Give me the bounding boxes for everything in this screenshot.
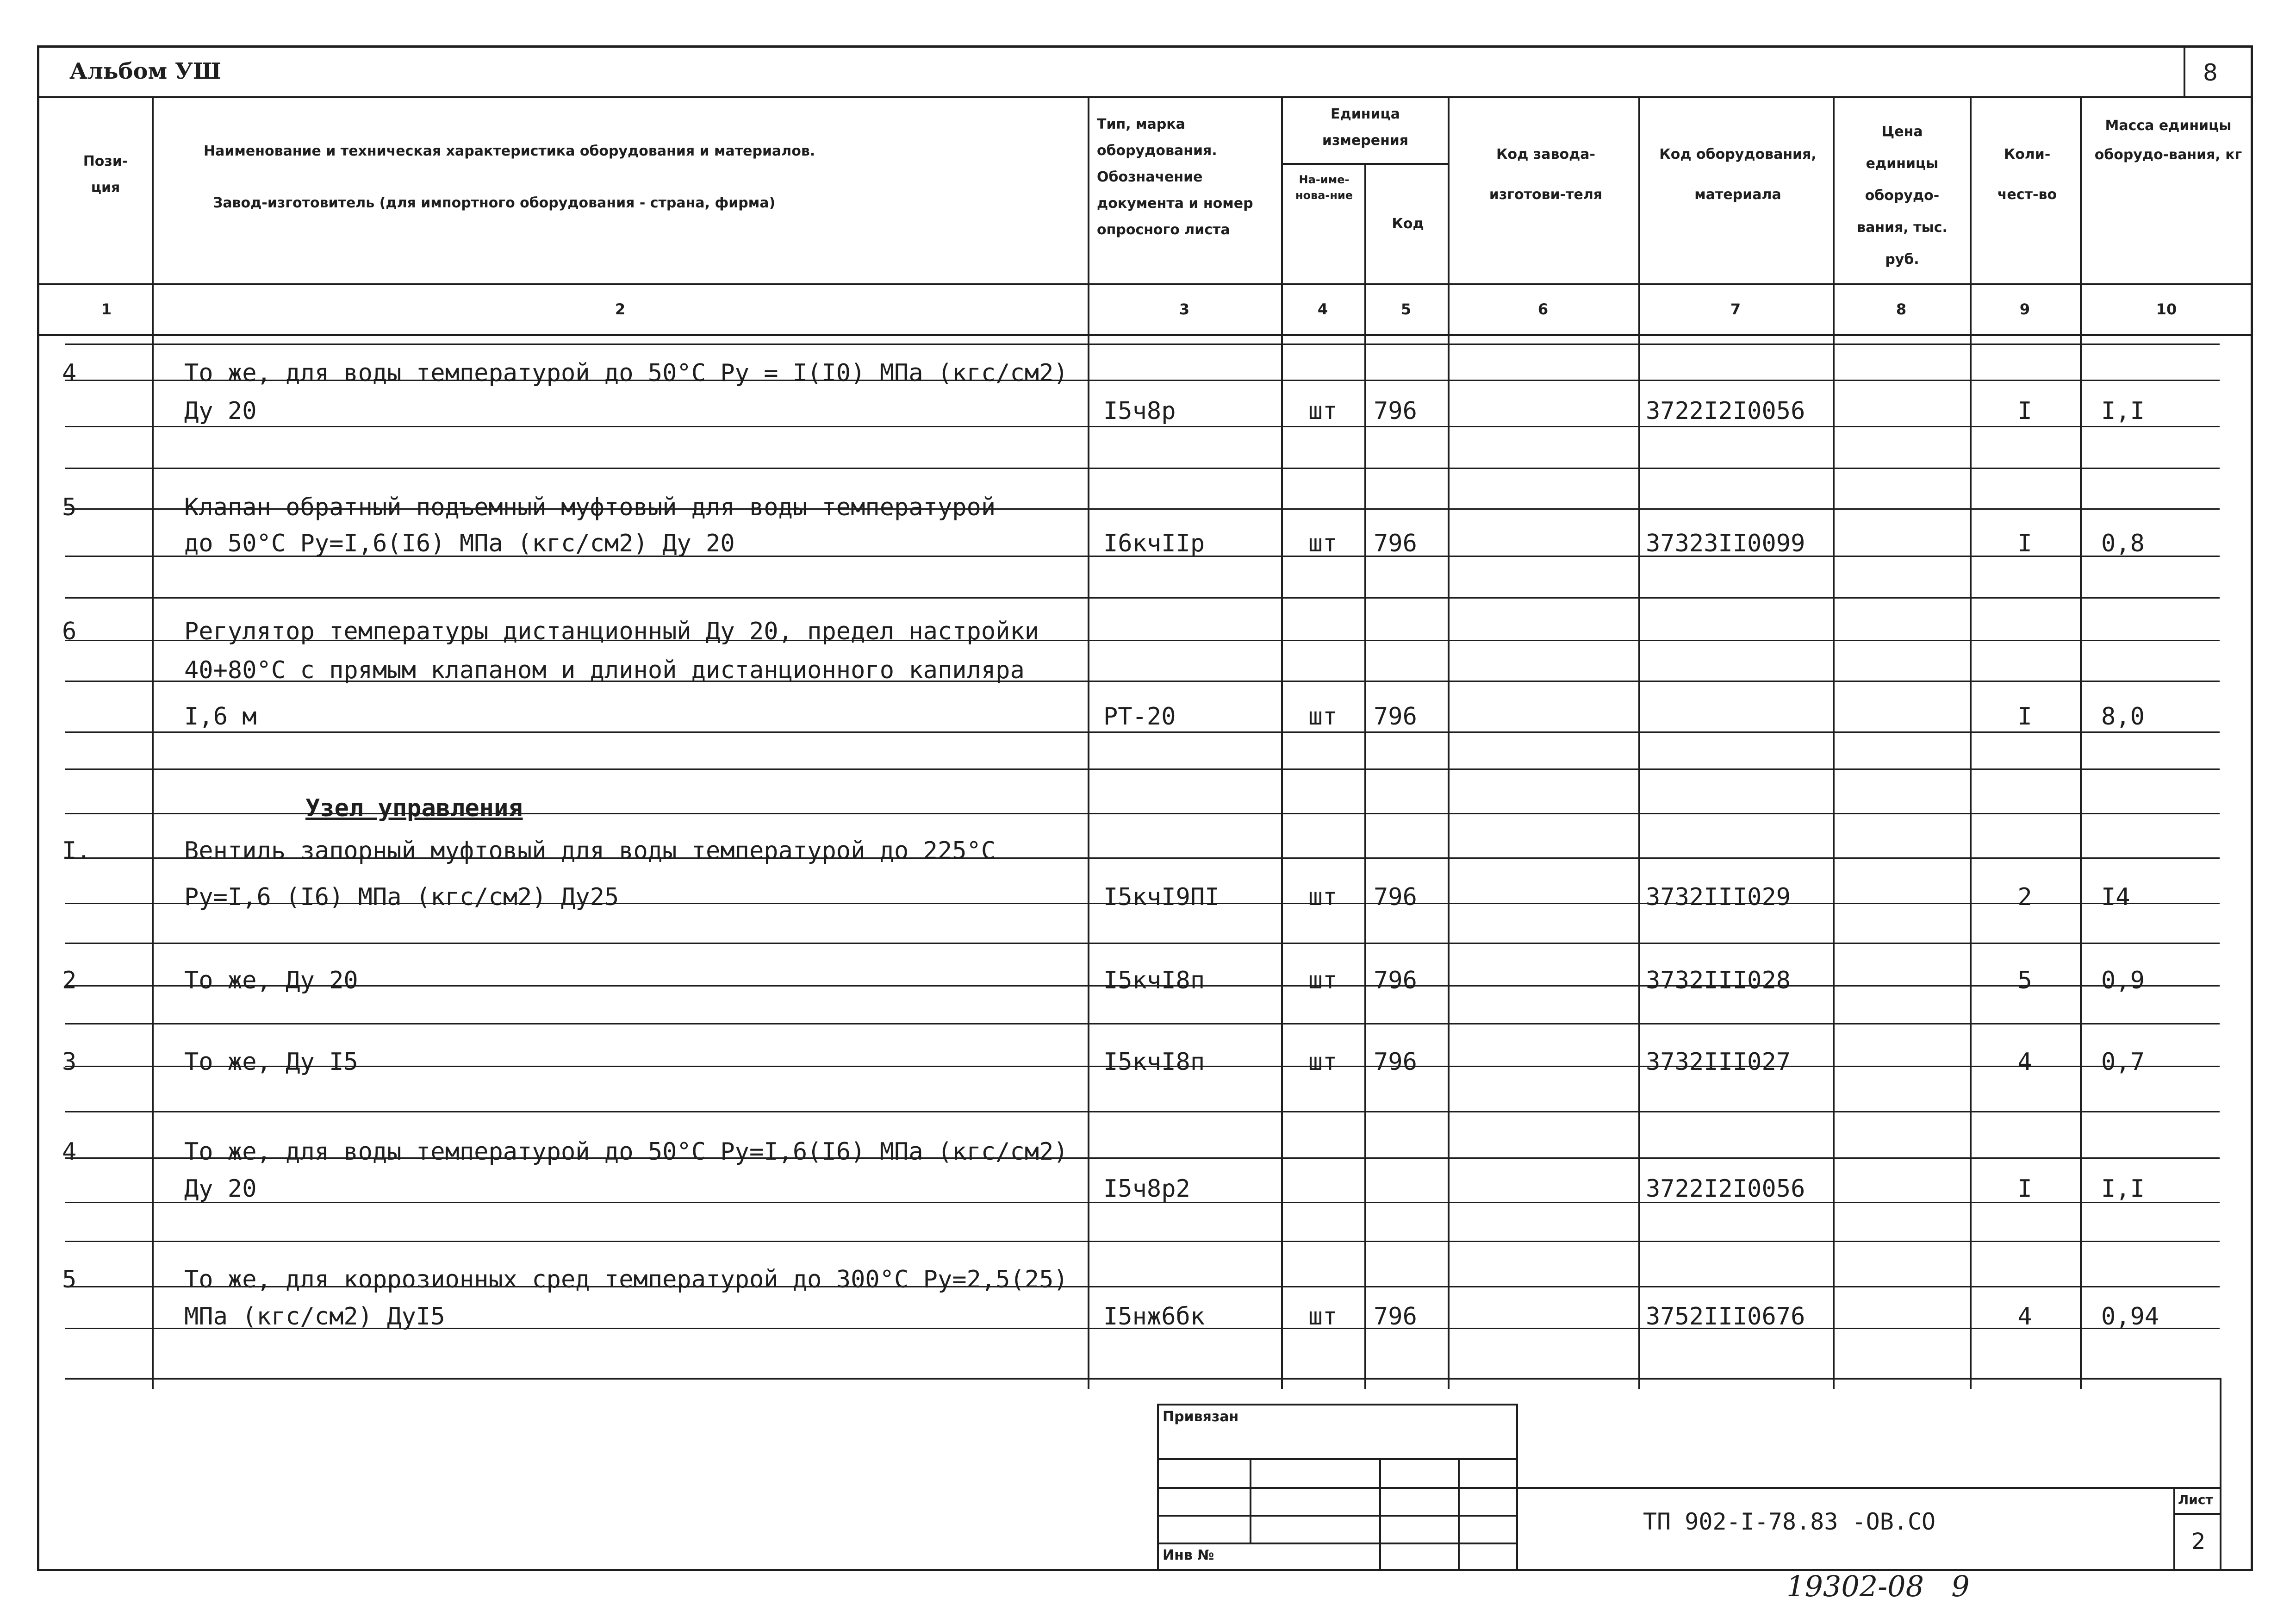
cell-type: I5ч8р: [1103, 397, 1176, 425]
cell-unit: шт: [1308, 1048, 1338, 1076]
cell-unit: шт: [1308, 967, 1338, 994]
cell-unit: шт: [1308, 397, 1338, 425]
cell-name: 40+80°С с прямым клапаном и длиной дистанционного капиляра: [184, 656, 1025, 684]
cell-qty: 4: [2017, 1303, 2032, 1330]
stamp-vline-2: [1379, 1458, 1381, 1571]
stamp-doc-top: [1518, 1487, 2220, 1489]
row-gridline: [65, 1241, 2220, 1242]
header-name-line1: Наименование и техническая характеристика оборудования и материалов.: [204, 143, 815, 159]
colnum-7: 7: [1730, 300, 1741, 318]
cell-mass: 0,7: [2101, 1048, 2145, 1076]
header-name-line2: Завод-изготовитель (для импортного оборудования - страна, фирма): [213, 195, 776, 211]
stamp-line-3: [1157, 1515, 1518, 1517]
cell-ucode: 796: [1374, 883, 1417, 911]
cell-code: 3752III0676: [1646, 1303, 1805, 1330]
cell-qty: I: [2017, 703, 2032, 731]
stamp-list-label: Лист: [2178, 1492, 2213, 1507]
header-unit-code: Код: [1392, 216, 1424, 232]
cell-type: I5ч8р2: [1103, 1175, 1190, 1203]
header-price: Цена единицы оборудо-вания, тыс. руб.: [1857, 124, 1948, 268]
cell-pos: 4: [62, 359, 77, 387]
colnum-1: 1: [101, 300, 112, 318]
colnum-10: 10: [2156, 300, 2177, 318]
row-gridline: [65, 731, 2220, 733]
col-line-7: [1833, 96, 1835, 1389]
header-mass: Масса единицы оборудо-вания, кг: [2094, 118, 2242, 163]
cell-pos: 3: [62, 1048, 77, 1076]
cell-name: Ду 20: [184, 1175, 257, 1203]
cell-code: 3732III029: [1646, 883, 1791, 911]
stamp-privyazan-label: Привязан: [1163, 1409, 1239, 1425]
page-number: 8: [2203, 59, 2218, 86]
header-bottom-line: [37, 283, 2253, 285]
cell-type: I5кчI8п: [1103, 967, 1205, 994]
cell-name: Вентиль запорный муфтовый для воды температурой до 225°С: [184, 837, 996, 865]
row-gridline: [65, 426, 2220, 427]
cell-code: 3732III027: [1646, 1048, 1791, 1076]
header-factory-code: Код завода-изготови-теля: [1489, 146, 1603, 203]
col-line-2: [1088, 96, 1089, 1389]
cell-qty: 2: [2017, 883, 2032, 911]
album-title: Альбом УШ: [69, 58, 221, 84]
row-gridline: [65, 1023, 2220, 1024]
cell-name: Регулятор температуры дистанционный Ду 20, предел настройки: [184, 618, 1039, 645]
col-line-9: [2080, 96, 2082, 1389]
stamp-doc-code: ТП 902-I-78.83 -ОВ.СО: [1643, 1508, 1936, 1535]
cell-qty: I: [2017, 397, 2032, 425]
cell-pos: 5: [62, 1266, 77, 1293]
cell-code: 3722I2I0056: [1646, 1175, 1805, 1203]
cell-mass: 0,8: [2101, 530, 2145, 557]
cell-name: I,6 м: [184, 703, 257, 731]
cell-ucode: 796: [1374, 1303, 1417, 1330]
cell-unit: шт: [1308, 703, 1338, 731]
cell-mass: I4: [2101, 883, 2130, 911]
cell-name: Ду 20: [184, 397, 257, 425]
handwritten-archive-number: 19302-08 9: [1786, 1569, 1970, 1603]
colnum-bottom-line: [37, 334, 2253, 336]
cell-pos: 5: [62, 493, 77, 521]
stamp-list-divider: [2173, 1487, 2175, 1571]
cell-mass: 0,94: [2101, 1303, 2159, 1330]
cell-mass: I,I: [2101, 1175, 2145, 1203]
cell-ucode: 796: [1374, 703, 1417, 731]
colnum-9: 9: [2019, 300, 2030, 318]
cell-ucode: 796: [1374, 1048, 1417, 1076]
cell-type: I5кчI9ПI: [1103, 883, 1220, 911]
cell-name: То же, Ду I5: [184, 1048, 358, 1076]
col-line-1: [152, 96, 154, 1389]
cell-ucode: 796: [1374, 397, 1417, 425]
cell-qty: 5: [2017, 967, 2032, 994]
cell-type: I6кчIIр: [1103, 530, 1205, 557]
header-type: Тип, марка оборудования. Обозначение документа и номер опросного листа: [1097, 116, 1253, 238]
header-quantity: Коли-чест-во: [1997, 146, 2057, 203]
header-unit-name: На-име-нова-ние: [1295, 173, 1353, 202]
cell-pos: 6: [62, 618, 77, 645]
cell-code: 3722I2I0056: [1646, 397, 1805, 425]
header-equipment-code: Код оборудования, материала: [1659, 146, 1817, 203]
cell-mass: 0,9: [2101, 967, 2145, 994]
cell-type: I5кчI8п: [1103, 1048, 1205, 1076]
colnum-6: 6: [1537, 300, 1549, 318]
cell-name: Ру=I,6 (I6) МПа (кгс/см2) Ду25: [184, 883, 619, 911]
cell-name: То же, для коррозионных сред температурой до 300°С Ру=2,5(25): [184, 1266, 1068, 1293]
stamp-line-2: [1157, 1487, 1518, 1489]
cell-name: То же, Ду 20: [184, 967, 358, 994]
cell-pos: I.: [62, 837, 91, 865]
cell-name: до 50°С Ру=I,6(I6) МПа (кгс/см2) Ду 20: [184, 530, 735, 557]
row-gridline: [65, 943, 2220, 944]
cell-name: То же, для воды температурой до 50°С Ру=I,6(I6) МПа (кгс/см2): [184, 1138, 1068, 1166]
row-gridline: [65, 468, 2220, 469]
cell-qty: I: [2017, 1175, 2032, 1203]
col-line-6: [1638, 96, 1640, 1389]
cell-ucode: 796: [1374, 967, 1417, 994]
header-position: [60, 148, 151, 201]
colnum-5: 5: [1400, 300, 1412, 318]
colnum-2: 2: [615, 300, 626, 318]
cell-pos: 2: [62, 967, 77, 994]
cell-code: 3732III028: [1646, 967, 1791, 994]
cell-unit: шт: [1308, 1303, 1338, 1330]
cell-type: РТ-20: [1103, 703, 1176, 731]
stamp-right-edge: [2220, 1378, 2221, 1571]
cell-name: То же, для воды температурой до 50°С Ру = I(I0) МПа (кгс/см2): [184, 359, 1068, 387]
row-gridline: [65, 768, 2220, 770]
table-bottom-line: [65, 1378, 2220, 1380]
cell-code: 37323II0099: [1646, 530, 1805, 557]
cell-type: I5нж6бк: [1103, 1303, 1205, 1330]
cell-pos: 4: [62, 1138, 77, 1166]
stamp-vline-1: [1250, 1458, 1251, 1543]
cell-name: МПа (кгс/см2) ДуI5: [184, 1303, 445, 1330]
cell-qty: 4: [2017, 1048, 2032, 1076]
col-line-4: [1364, 163, 1366, 1389]
header-position-label: Пози- ция: [83, 153, 128, 196]
stamp-list-number: 2: [2191, 1529, 2206, 1555]
colnum-3: 3: [1179, 300, 1190, 318]
title-strip-line: [37, 96, 2253, 98]
cell-name: Клапан обратный подъемный муфтовый для воды температурой: [184, 493, 996, 521]
row-gridline: [65, 344, 2220, 345]
cell-unit: шт: [1308, 530, 1338, 557]
col-line-3: [1281, 96, 1283, 1389]
stamp-list-line: [2173, 1513, 2220, 1515]
page-number-box-divider: [2184, 45, 2185, 96]
colnum-8: 8: [1896, 300, 1907, 318]
section-title: Узел управления: [305, 794, 523, 822]
stamp-line-4: [1157, 1543, 1518, 1544]
colnum-4: 4: [1317, 300, 1328, 318]
cell-ucode: 796: [1374, 530, 1417, 557]
stamp-line-1: [1157, 1458, 1518, 1460]
cell-qty: I: [2017, 530, 2032, 557]
cell-mass: 8,0: [2101, 703, 2145, 731]
row-gridline: [65, 1111, 2220, 1112]
header-unit: Единица измерения: [1322, 106, 1409, 149]
cell-mass: I,I: [2101, 397, 2145, 425]
col-line-5: [1448, 96, 1450, 1389]
stamp-vline-3: [1458, 1458, 1460, 1571]
cell-unit: шт: [1308, 883, 1338, 911]
row-gridline: [65, 597, 2220, 599]
stamp-inv-label: Инв №: [1163, 1547, 1214, 1563]
